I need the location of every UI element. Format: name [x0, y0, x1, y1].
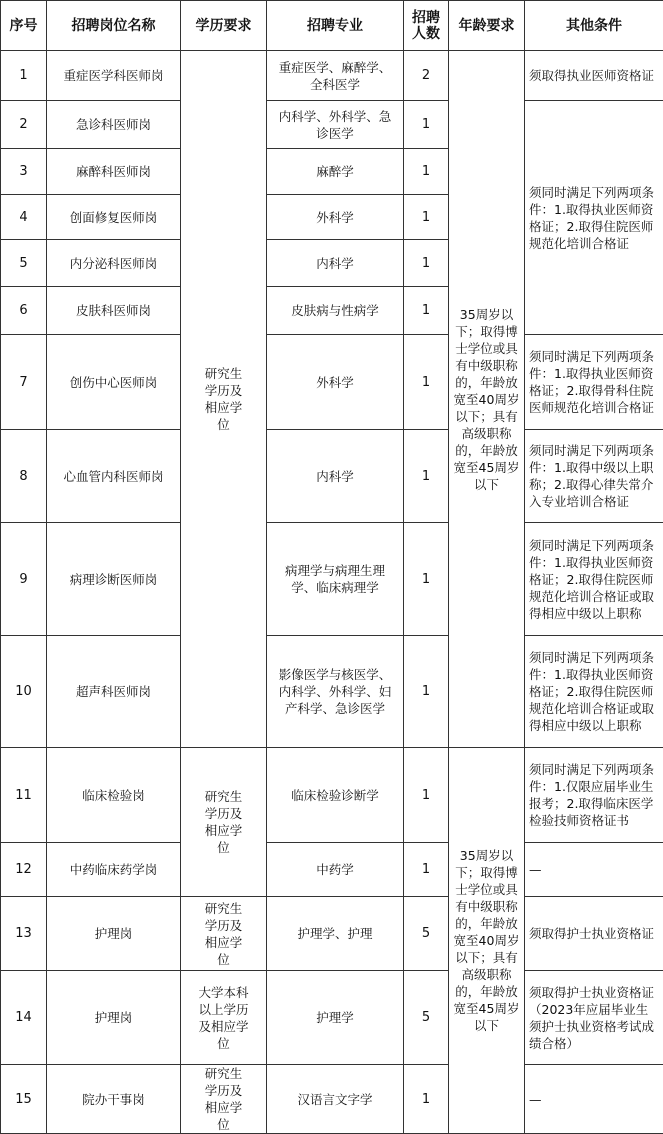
- hire-count: 1: [404, 287, 449, 335]
- education-requirement: 研究生学历及相应学位: [181, 51, 267, 748]
- position-name: 麻醉科医师岗: [47, 149, 181, 195]
- education-requirement: 研究生学历及相应学位: [181, 1065, 267, 1134]
- row-number: 11: [1, 748, 47, 843]
- row-number: 15: [1, 1065, 47, 1134]
- header-count: 招聘人数: [404, 1, 449, 51]
- education-requirement: 研究生学历及相应学位: [181, 897, 267, 971]
- hire-count: 1: [404, 240, 449, 287]
- other-conditions: —: [525, 843, 663, 897]
- hire-count: 1: [404, 523, 449, 636]
- major: 重症医学、麻醉学、全科医学: [267, 51, 404, 101]
- major: 麻醉学: [267, 149, 404, 195]
- header-age: 年龄要求: [449, 1, 525, 51]
- position-name: 院办干事岗: [47, 1065, 181, 1134]
- major: 内科学: [267, 430, 404, 523]
- other-conditions: 须取得执业医师资格证: [525, 51, 663, 101]
- age-requirement: 35周岁以下；取得博士学位或具有中级职称的，年龄放宽至40周岁以下；具有高级职称的，年龄放宽至45周岁以下: [449, 51, 525, 748]
- row-number: 12: [1, 843, 47, 897]
- header-major: 招聘专业: [267, 1, 404, 51]
- position-name: 皮肤科医师岗: [47, 287, 181, 335]
- major: 外科学: [267, 335, 404, 430]
- major: 外科学: [267, 195, 404, 240]
- table-row: [1, 430, 663, 523]
- other-conditions: 须同时满足下列两项条件：1.取得执业医师资格证；2.取得住院医师规范化培训合格证: [525, 101, 663, 335]
- row-number: 13: [1, 897, 47, 971]
- major: 护理学: [267, 971, 404, 1065]
- other-conditions: 须取得护士执业资格证: [525, 897, 663, 971]
- row-number: 10: [1, 636, 47, 748]
- table-row: [1, 843, 663, 897]
- hire-count: 1: [404, 843, 449, 897]
- row-number: 3: [1, 149, 47, 195]
- hire-count: 1: [404, 149, 449, 195]
- table-row: [1, 897, 663, 971]
- table-row: [1, 335, 663, 430]
- other-conditions: 须同时满足下列两项条件：1.取得执业医师资格证；2.取得住院医师规范化培训合格证或取得相应中级以上职称: [525, 636, 663, 748]
- header-conditions: 其他条件: [525, 1, 663, 51]
- other-conditions: 须同时满足下列两项条件：1.取得中级以上职称；2.取得心律失常介入专业培训合格证: [525, 430, 663, 523]
- row-number: 4: [1, 195, 47, 240]
- header-row: [1, 1, 663, 51]
- position-name: 急诊科医师岗: [47, 101, 181, 149]
- other-conditions: —: [525, 1065, 663, 1134]
- major: 内科学、外科学、急诊医学: [267, 101, 404, 149]
- row-number: 1: [1, 51, 47, 101]
- major: 中药学: [267, 843, 404, 897]
- hire-count: 1: [404, 748, 449, 843]
- position-name: 超声科医师岗: [47, 636, 181, 748]
- major: 皮肤病与性病学: [267, 287, 404, 335]
- row-number: 9: [1, 523, 47, 636]
- row-number: 14: [1, 971, 47, 1065]
- table-row: [1, 748, 663, 843]
- position-name: 病理诊断医师岗: [47, 523, 181, 636]
- hire-count: 1: [404, 1065, 449, 1134]
- major: 内科学: [267, 240, 404, 287]
- header-position: 招聘岗位名称: [47, 1, 181, 51]
- position-name: 护理岗: [47, 897, 181, 971]
- age-requirement: 35周岁以下；取得博士学位或具有中级职称的，年龄放宽至40周岁以下；具有高级职称的，年龄放宽至45周岁以下: [449, 748, 525, 1134]
- row-number: 2: [1, 101, 47, 149]
- table-row: [1, 523, 663, 636]
- hire-count: 1: [404, 101, 449, 149]
- education-requirement: 大学本科以上学历及相应学位: [181, 971, 267, 1065]
- position-name: 创面修复医师岗: [47, 195, 181, 240]
- position-name: 护理岗: [47, 971, 181, 1065]
- other-conditions: 须同时满足下列两项条件：1.取得执业医师资格证；2.取得骨科住院医师规范化培训合格证: [525, 335, 663, 430]
- table-row: [1, 971, 663, 1065]
- major: 病理学与病理生理学、临床病理学: [267, 523, 404, 636]
- row-number: 7: [1, 335, 47, 430]
- hire-count: 1: [404, 335, 449, 430]
- row-number: 5: [1, 240, 47, 287]
- table-row: [1, 636, 663, 748]
- other-conditions: 须取得护士执业资格证（2023年应届毕业生须护士执业资格考试成绩合格）: [525, 971, 663, 1065]
- position-name: 重症医学科医师岗: [47, 51, 181, 101]
- hire-count: 5: [404, 971, 449, 1065]
- major: 护理学、护理: [267, 897, 404, 971]
- hire-count: 1: [404, 195, 449, 240]
- position-name: 心血管内科医师岗: [47, 430, 181, 523]
- row-number: 8: [1, 430, 47, 523]
- position-name: 内分泌科医师岗: [47, 240, 181, 287]
- major: 影像医学与核医学、内科学、外科学、妇产科学、急诊医学: [267, 636, 404, 748]
- hire-count: 5: [404, 897, 449, 971]
- position-name: 创伤中心医师岗: [47, 335, 181, 430]
- row-number: 6: [1, 287, 47, 335]
- table-row: [1, 51, 663, 101]
- major: 汉语言文字学: [267, 1065, 404, 1134]
- hire-count: 1: [404, 636, 449, 748]
- other-conditions: 须同时满足下列两项条件：1.仅限应届毕业生报考；2.取得临床医学检验技师资格证书: [525, 748, 663, 843]
- position-name: 临床检验岗: [47, 748, 181, 843]
- hire-count: 1: [404, 430, 449, 523]
- table-row: [1, 101, 663, 149]
- major: 临床检验诊断学: [267, 748, 404, 843]
- header-no: 序号: [1, 1, 47, 51]
- header-education: 学历要求: [181, 1, 267, 51]
- table-row: [1, 1065, 663, 1134]
- education-requirement: 研究生学历及相应学位: [181, 748, 267, 897]
- hire-count: 2: [404, 51, 449, 101]
- position-name: 中药临床药学岗: [47, 843, 181, 897]
- other-conditions: 须同时满足下列两项条件：1.取得执业医师资格证；2.取得住院医师规范化培训合格证或取得相应中级以上职称: [525, 523, 663, 636]
